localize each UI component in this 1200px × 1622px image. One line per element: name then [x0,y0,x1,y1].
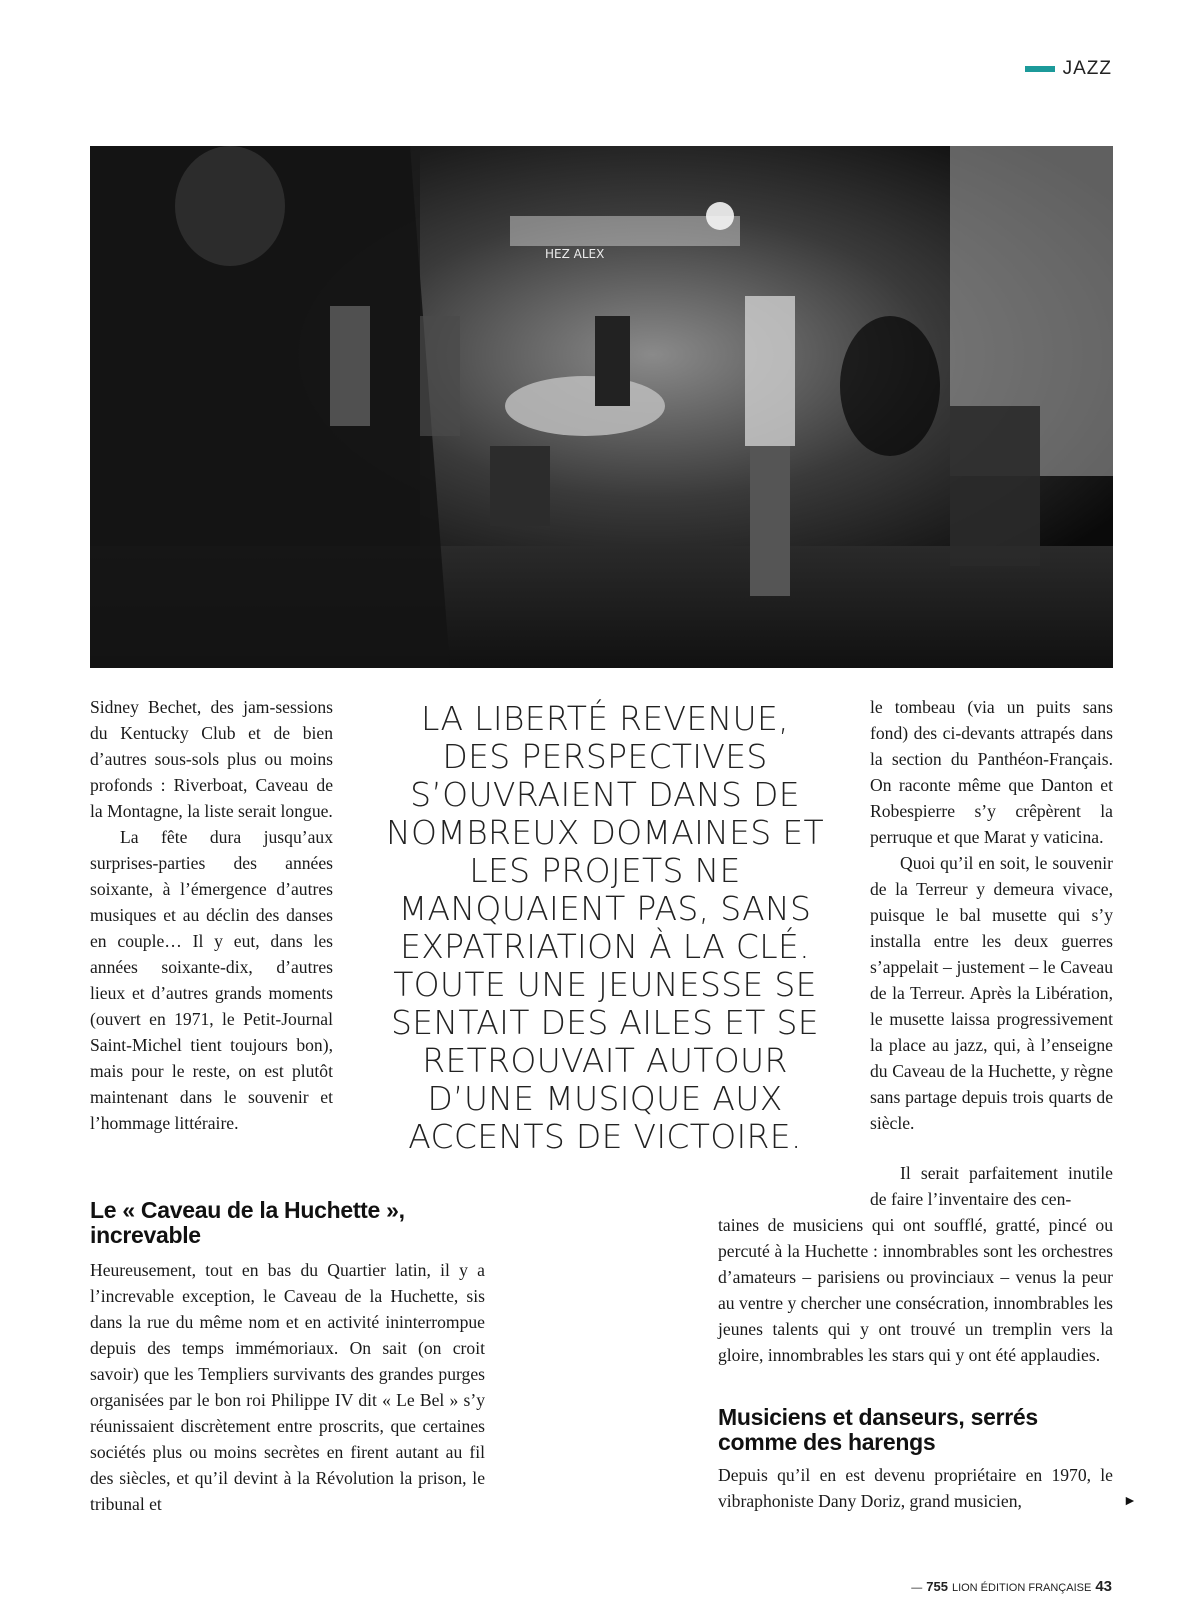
footer-publication-title: LION ÉDITION FRANÇAISE [951,1582,1092,1594]
continue-arrow-icon: ► [1123,1494,1137,1509]
column-right-paragraph-2: Quoi qu’il en soit, le souvenir de la Terreur y demeura vivace, puisque le bal musette qui s’y installa entre les deux guerres s’appelait – justement – le Caveau de la Terreur. Après la Libération, le musette laissa progressivement la place au jazz, qui, à l’enseigne du Caveau de la Huchette, y règne sans partage depuis trois quarts de siècle. [870,853,1113,1133]
body-text-right: taines de musiciens qui ont soufflé, gratté, pincé ou percuté à la Huchette : innombrables sont les orchestres d’amateurs – parisiens ou provinciaux – venus la peur au ventre y chercher une consécration, innombrables les jeunes talents qui y ont trouvé un tremplin vers la gloire, innombrables les stars qui y ont été applaudies. [718,1215,1113,1365]
section-tag-bar [1025,66,1055,72]
column-right-paragraph-1: le tombeau (via un puits sans fond) des ci-devants attrapés dans la section du Panthéon-Français. On raconte même que Danton et Robespierre s’y crêpèrent la perruque et que Marat y vaticina. [870,697,1113,847]
photo-illustration [90,146,1113,668]
body-text-right-2: Depuis qu’il en est devenu propriétaire en 1970, le vibraphoniste Dany Doriz, grand musicien, [718,1465,1113,1511]
column-left-paragraph-2: La fête dura jusqu’aux surprises-parties des années soixante, à l’émergence d’autres musiques et au déclin des danses en couple… Il y eut, dans les années soixante-dix, d’autres lieux et d’autres grands moments (ouvert en 1971, le Petit-Journal Saint-Michel tient toujours bon), mais pour le reste, on est plutôt maintenant dans le souvenir et l’hommage littéraire. [90,827,333,1133]
pull-quote: LA LIBERTÉ REVENUE, DES PERSPECTIVES S’OUVRAIENT DANS DE NOMBREUX DOMAINES ET LES PROJETS NE MANQUAIENT PAS, SANS EXPATRIATION À LA CLÉ. TOUTE UNE JEUNESSE SE SENTAIT DES AILES ET SE RETROUVAIT AUTOUR D’UNE MUSIQUE AUX ACCENTS DE VICTOIRE. [386,699,824,1156]
column-right [870,694,1113,1136]
column-right-paragraph-3: Il serait parfaitement inutile de faire l’inventaire des cen- [870,1163,1113,1209]
page-number: 43 [1095,1578,1112,1595]
photo-sign: HEZ ALEX [545,247,605,261]
column-left-paragraph-1: Sidney Bechet, des jam-sessions du Kentucky Club et de bien d’autres sous-sols plus ou moins profonds : Riverboat, Caveau de la Montagne, la liste serait longue. [90,697,333,821]
footer-rule: — [911,1582,923,1594]
body-text-left: Heureusement, tout en bas du Quartier latin, il y a l’increvable exception, le Caveau de la Huchette, sis dans la rue du même nom et en activité ininterrompue depuis des temps immémoriaux. On sait (on croit savoir) que les Templiers survivants des grandes purges organisées par le bon roi Philippe IV dit « Le Bel » s’y réunissaient discrètement entre proscrits, que certaines sociétés plus ou moins secrètes en firent autant au fil des siècles, et qu’il devint à la Révolution la prison, le tribunal et [90,1260,485,1514]
section-tag [1025,58,1112,80]
page-footer [911,1578,1112,1595]
section-tag-label: JAZZ [1062,58,1112,79]
column-left [90,694,333,1136]
footer-issue-number: 755 [926,1579,948,1594]
section-heading-caveau: Le « Caveau de la Huchette », increvable [90,1197,405,1248]
section-heading-musiciens: Musiciens et danseurs, serrés comme des harengs [718,1404,1038,1455]
article-photo [90,146,1113,668]
